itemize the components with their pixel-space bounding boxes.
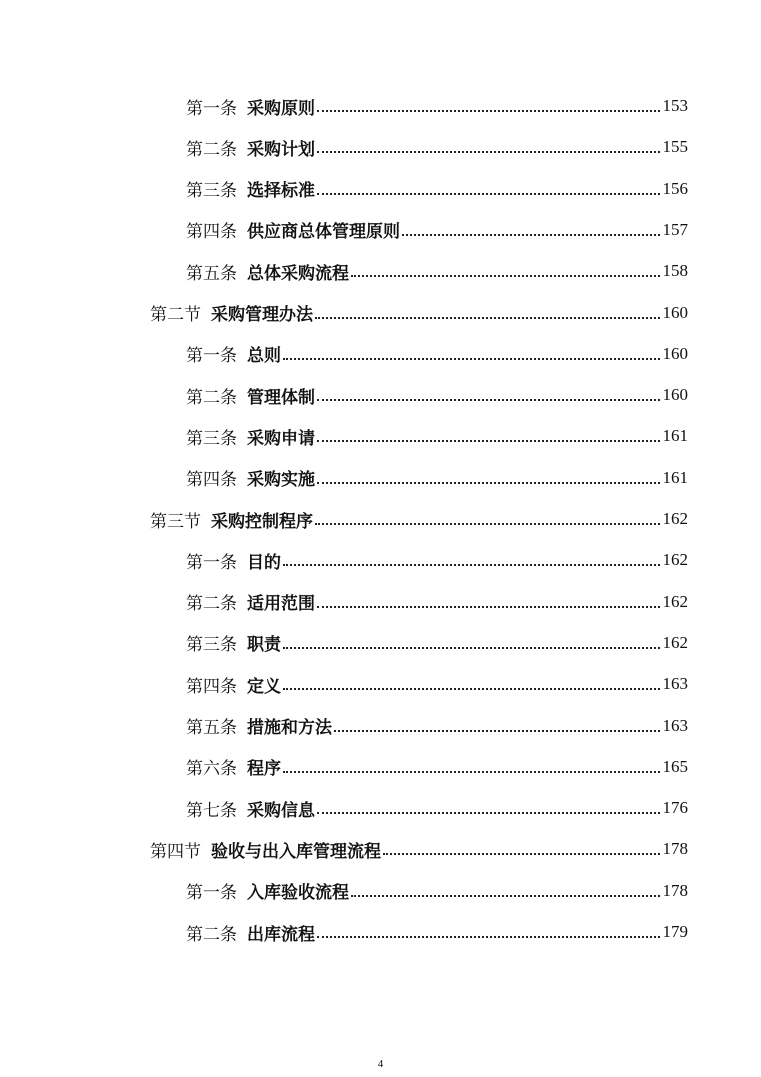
toc-dot-leader bbox=[351, 895, 660, 897]
toc-entry-page: 160 bbox=[662, 343, 688, 363]
toc-entry-title: 职责 bbox=[247, 635, 281, 655]
toc-entry-title: 采购信息 bbox=[247, 800, 315, 820]
toc-dot-leader bbox=[317, 936, 660, 938]
toc-entry-title: 采购计划 bbox=[247, 139, 315, 159]
toc-entry[interactable] bbox=[186, 670, 688, 698]
toc-entry[interactable] bbox=[186, 753, 688, 781]
toc-dot-leader bbox=[283, 647, 660, 649]
toc-entry-number: 第二条 bbox=[186, 924, 237, 944]
toc-entry-page: 161 bbox=[662, 467, 688, 487]
toc-dot-leader bbox=[317, 482, 660, 484]
toc-dot-leader bbox=[317, 110, 660, 112]
toc-dot-leader bbox=[383, 853, 660, 855]
toc-dot-leader bbox=[317, 399, 660, 401]
toc-entry-number: 第二条 bbox=[186, 594, 237, 614]
toc-entry[interactable] bbox=[186, 340, 688, 368]
toc-entry-number: 第一条 bbox=[186, 552, 237, 572]
toc-entry[interactable] bbox=[186, 877, 688, 905]
toc-entry-title: 程序 bbox=[247, 759, 281, 779]
toc-entry-title: 采购申请 bbox=[247, 428, 315, 448]
toc-entry-title: 适用范围 bbox=[247, 594, 315, 614]
toc-entry[interactable] bbox=[186, 588, 688, 616]
toc-entry-page: 156 bbox=[662, 178, 688, 198]
toc-entry-title: 采购控制程序 bbox=[211, 511, 313, 531]
toc-entry-number: 第三条 bbox=[186, 428, 237, 448]
toc-entry-title: 总体采购流程 bbox=[247, 263, 349, 283]
toc-entry-page: 153 bbox=[662, 96, 688, 115]
toc-entry-title: 出库流程 bbox=[247, 924, 315, 944]
toc-entry-title: 选择标准 bbox=[247, 181, 315, 201]
toc-dot-leader bbox=[334, 730, 660, 732]
toc-entry-number: 第三条 bbox=[186, 181, 237, 201]
toc-entry[interactable] bbox=[186, 918, 688, 946]
toc-entry-number: 第三条 bbox=[186, 635, 237, 655]
toc-entry-page: 162 bbox=[662, 591, 688, 611]
toc-entry-number: 第四条 bbox=[186, 222, 237, 242]
toc-entry-page: 165 bbox=[662, 756, 688, 776]
toc-dot-leader bbox=[283, 358, 660, 360]
toc-dot-leader bbox=[317, 440, 660, 442]
toc-entry-number: 第一条 bbox=[186, 346, 237, 366]
toc-dot-leader bbox=[402, 234, 660, 236]
toc-entry-title: 验收与出入库管理流程 bbox=[211, 841, 381, 861]
toc-entry[interactable] bbox=[150, 835, 688, 863]
toc-entry-page: 176 bbox=[662, 798, 688, 818]
toc-entry-number: 第四条 bbox=[186, 470, 237, 490]
toc-entry-page: 158 bbox=[662, 261, 688, 281]
toc-entry-title: 管理体制 bbox=[247, 387, 315, 407]
toc-entry[interactable] bbox=[186, 133, 688, 161]
toc-entry-title: 目的 bbox=[247, 552, 281, 572]
toc-entry[interactable] bbox=[150, 505, 688, 533]
toc-dot-leader bbox=[317, 193, 660, 195]
toc-entry-number: 第七条 bbox=[186, 800, 237, 820]
toc-entry-page: 162 bbox=[662, 632, 688, 652]
toc-entry-page: 155 bbox=[662, 137, 688, 157]
toc-entry-title: 采购管理办法 bbox=[211, 305, 313, 324]
toc-dot-leader bbox=[315, 317, 660, 319]
toc-entry-number: 第二条 bbox=[186, 387, 237, 407]
toc-dot-leader bbox=[315, 523, 660, 525]
toc-entry-number: 第五条 bbox=[186, 718, 237, 737]
toc-entry-number: 第四节 bbox=[150, 841, 201, 861]
toc-entry[interactable] bbox=[186, 257, 688, 285]
toc-dot-leader bbox=[351, 275, 660, 277]
toc-entry[interactable] bbox=[186, 712, 688, 740]
toc-entry-title: 定义 bbox=[247, 676, 281, 696]
toc-dot-leader bbox=[283, 564, 660, 566]
toc-entry-number: 第三节 bbox=[150, 511, 201, 531]
page-number: 4 bbox=[377, 1058, 384, 1070]
toc-entry[interactable] bbox=[186, 422, 688, 450]
toc-dot-leader bbox=[317, 812, 660, 814]
toc-entry[interactable] bbox=[150, 299, 688, 327]
toc-entry-page: 179 bbox=[662, 922, 688, 941]
toc-entry-page: 178 bbox=[662, 880, 688, 900]
toc-dot-leader bbox=[283, 771, 660, 773]
toc-entry-number: 第五条 bbox=[186, 263, 237, 283]
toc-entry[interactable] bbox=[186, 175, 688, 203]
toc-entry-page: 162 bbox=[662, 550, 688, 570]
toc-entry-page: 160 bbox=[662, 385, 688, 405]
toc-entry[interactable] bbox=[186, 92, 688, 120]
toc-entry[interactable] bbox=[186, 629, 688, 657]
toc-entry[interactable] bbox=[186, 794, 688, 822]
toc-entry-number: 第一条 bbox=[186, 883, 237, 903]
toc-entry-title: 采购实施 bbox=[247, 470, 315, 490]
toc-entry[interactable] bbox=[186, 546, 688, 574]
toc-entry-page: 161 bbox=[662, 426, 688, 446]
toc-entry-page: 163 bbox=[662, 674, 688, 694]
toc-entry[interactable] bbox=[186, 464, 688, 492]
toc-entry-page: 163 bbox=[662, 715, 688, 735]
toc-dot-leader bbox=[283, 688, 660, 690]
toc-entry[interactable] bbox=[186, 381, 688, 409]
toc-entry-page: 157 bbox=[662, 219, 688, 239]
toc-entry-title: 采购原则 bbox=[247, 98, 315, 118]
toc-dot-leader bbox=[317, 606, 660, 608]
toc-entry-page: 178 bbox=[662, 839, 688, 859]
toc-entry-number: 第二条 bbox=[186, 139, 237, 159]
toc-entry-title: 措施和方法 bbox=[247, 718, 332, 737]
toc-entry-number: 第一条 bbox=[186, 98, 237, 118]
toc-entry[interactable] bbox=[186, 216, 688, 244]
toc-entry-title: 入库验收流程 bbox=[247, 883, 349, 903]
toc-entry-number: 第四条 bbox=[186, 676, 237, 696]
toc-entry-page: 162 bbox=[662, 509, 688, 528]
toc-dot-leader bbox=[317, 151, 660, 153]
toc-entry-page: 160 bbox=[662, 302, 688, 322]
toc-entry-number: 第二节 bbox=[150, 305, 201, 324]
toc-entry-title: 总则 bbox=[247, 346, 281, 366]
toc-entry-number: 第六条 bbox=[186, 759, 237, 779]
toc-entry-title: 供应商总体管理原则 bbox=[247, 222, 400, 242]
